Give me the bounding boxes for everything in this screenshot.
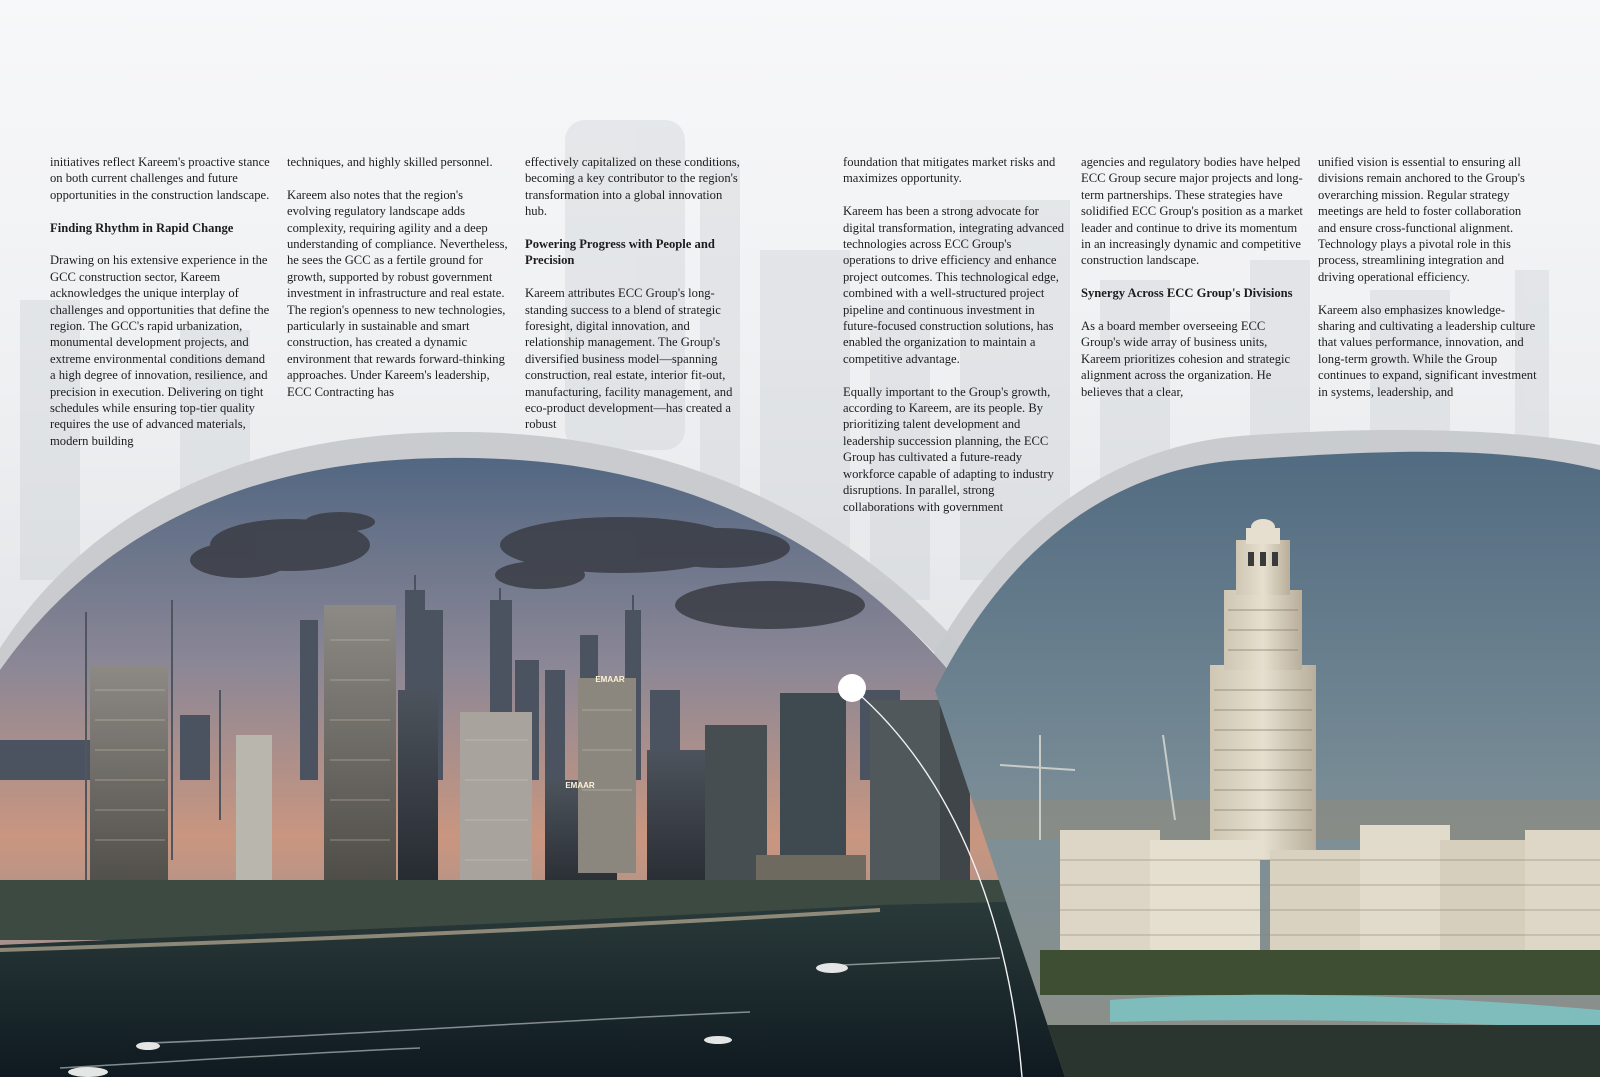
paragraph: Kareem also emphasizes knowledge-sharing and cultivating a leadership culture that values performance, innovation, and long-term growth. While the Group continues to expand, significant investment in systems, leadership, and xyxy=(1318,302,1537,399)
section-heading-powering-progress: Powering Progress with People and Precision xyxy=(525,237,715,268)
emaar-sign-bottom: EMAAR xyxy=(565,781,595,790)
paragraph: unified vision is essential to ensuring all divisions remain anchored to the Group's overarching mission. Regular strategy meetings are held to foster collaboration and ensure cross-functional alignment. Technology plays a pivotal role in this process, streamlining integration and driving operational efficiency. xyxy=(1318,155,1525,284)
paragraph: Drawing on his extensive experience in the GCC construction sector, Kareem acknowledges the unique interplay of challenges and opportunities that define the region. The GCC's rapid urbanization, monumental development projects, and extreme environmental conditions demand a high degree of innovation, resilience, and precision in execution. Delivering on tight schedules while ensuring top-tier quality requires the use of advanced materials, modern building xyxy=(50,253,270,448)
paragraph: As a board member overseeing ECC Group's wide array of business units, Kareem prioritizes cohesion and strategic alignment across the organization. He believes that a clear, xyxy=(1081,319,1291,399)
paragraph: Kareem also notes that the region's evolving regulatory landscape adds complexity, requiring agility and a deep understanding of compliance. Nevertheless, he sees the GCC as a fertile ground for growth, supported by robust government investment in infrastructure and real estate. The region's openness to new technologies, particularly in sustainable and smart construction, has created a dynamic environment that rewards forward-thinking approaches. Under Kareem's leadership, ECC Contracting has xyxy=(287,187,508,399)
paragraph: Equally important to the Group's growth, according to Kareem, are its people. By prioritizing talent development and leadership succession planning, the ECC Group has cultivated a future-ready workforce capable of adapting to industry disruptions. In parallel, strong collaborations with government xyxy=(843,384,1054,514)
paragraph: Kareem has been a strong advocate for digital transformation, integrating advanced technologies across ECC Group's operations to drive efficiency and enhance project outcomes. This technological edge, combined with a well-structured project pipeline and continuous investment in future-focused construction solutions, has enabled the organization to maintain a competitive advantage. xyxy=(843,204,1065,366)
emaar-sign-top: EMAAR xyxy=(595,675,625,684)
section-heading-finding-rhythm: Finding Rhythm in Rapid Change xyxy=(50,220,234,235)
article-column-3 xyxy=(525,154,747,449)
paragraph: agencies and regulatory bodies have helped ECC Group secure major projects and long-term partnerships. These strategies have solidified ECC Group's position as a market leader and continue to drive its momentum in an increasingly dynamic and competitive construction landscape. xyxy=(1081,155,1303,268)
article-column-6 xyxy=(1318,154,1540,416)
article-column-4 xyxy=(843,154,1065,531)
paragraph: foundation that mitigates market risks and maximizes opportunity. xyxy=(843,155,1056,186)
section-heading-synergy: Synergy Across ECC Group's Divisions xyxy=(1081,286,1293,301)
left-skyline-photo xyxy=(0,440,1080,1077)
article-column-2 xyxy=(287,154,509,416)
paragraph: techniques, and highly skilled personnel. xyxy=(287,155,493,169)
paragraph: effectively capitalized on these conditions, becoming a key contributor to the region's transformation into a global innovation hub. xyxy=(525,155,740,219)
article-column-1 xyxy=(50,154,272,466)
article-column-5 xyxy=(1081,154,1303,416)
paragraph: Kareem attributes ECC Group's long-standing success to a blend of strategic foresight, digital innovation, and relationship management. The Group's diversified business model—spanning construction, real estate, interior fit-out, manufacturing, facility management, and eco-product development—has created a robust xyxy=(525,286,733,432)
paragraph: initiatives reflect Kareem's proactive stance on both current challenges and future opportunities in the construction landscape. xyxy=(50,155,270,202)
decorative-dot xyxy=(838,674,866,702)
